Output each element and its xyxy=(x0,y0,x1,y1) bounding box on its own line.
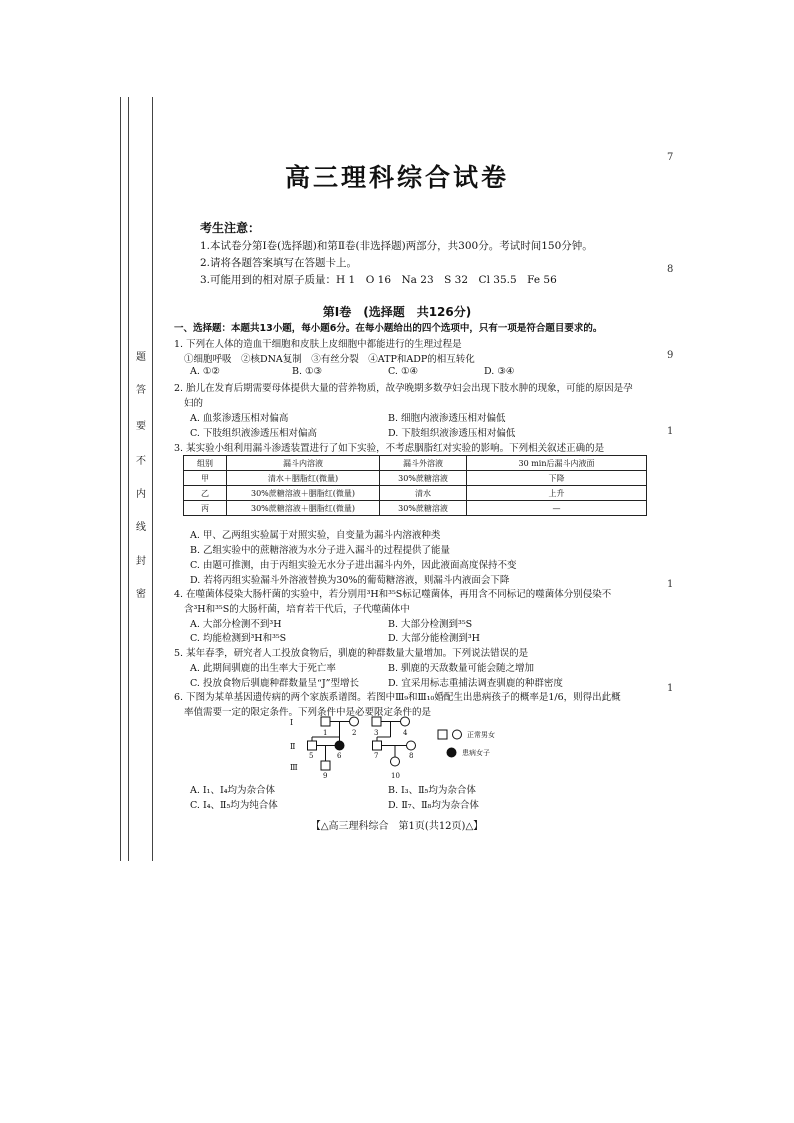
table-header-cell: 漏斗内溶液 xyxy=(227,456,380,471)
margin-line-1 xyxy=(120,97,121,861)
page-footer: 【△高三理科综合 第1页(共12页)△】 xyxy=(310,821,484,832)
question-3-option-c: C. 由题可推测，由于丙组实验无水分子进出漏斗内外，因此液面高度保持不变 xyxy=(190,560,517,571)
question-3-stem: 3. 某实验小组利用漏斗渗透装置进行了如下实验，不考虑胭脂红对实验的影响。下列相关叙述正确的是 xyxy=(174,443,605,454)
question-2-option-b: B. 细胞内液渗透压相对偏低 xyxy=(388,413,506,424)
seal-char: 题 xyxy=(136,352,146,363)
seal-char: 不 xyxy=(136,456,146,467)
question-1-option-a: A. ①② xyxy=(190,366,220,377)
table-cell: 下降 xyxy=(467,471,647,486)
legend-affected-female-icon xyxy=(447,748,456,757)
side-number: 1 xyxy=(667,683,674,694)
table-cell: 清水＋胭脂红(微量) xyxy=(227,471,380,486)
table-cell: 30%蔗糖溶液＋胭脂红(微量) xyxy=(227,501,380,516)
table-cell: 上升 xyxy=(467,486,647,501)
question-3-option-a: A. 甲、乙两组实验属于对照实验，自变量为漏斗内溶液种类 xyxy=(190,530,441,541)
question-2-stem-cont: 妇的 xyxy=(184,398,204,409)
question-6-option-d: D. Ⅱ₇、Ⅱ₈均为杂合体 xyxy=(388,800,479,811)
side-number: 1 xyxy=(667,426,674,437)
pedigree-individual-8 xyxy=(407,741,416,750)
individual-number: 8 xyxy=(409,752,414,760)
table-cell: 乙 xyxy=(184,486,227,501)
question-4-stem: 4. 在噬菌体侵染大肠杆菌的实验中，若分别用³H和³⁵S标记噬菌体，再用含不同标记的噬菌体分别侵染不 xyxy=(174,589,612,600)
individual-number: 9 xyxy=(323,772,328,780)
table-row xyxy=(184,471,647,486)
notice-item: 1.本试卷分第Ⅰ卷(选择题)和第Ⅱ卷(非选择题)两部分，共300分。考试时间150分钟。 xyxy=(200,240,593,252)
seal-char: 答 xyxy=(136,385,146,396)
table-cell: 甲 xyxy=(184,471,227,486)
question-6-option-b: B. Ⅰ₃、Ⅱ₅均为杂合体 xyxy=(388,785,476,796)
legend-normal-female-icon xyxy=(453,730,462,739)
legend-normal-label: 正常男女 xyxy=(467,731,495,739)
table-cell: — xyxy=(467,501,647,516)
question-6-stem-cont: 率值需要一定的限定条件。下列条件中是必要限定条件的是 xyxy=(184,707,432,718)
question-2-option-a: A. 血浆渗透压相对偏高 xyxy=(190,413,289,424)
pedigree-individual-1 xyxy=(321,717,330,726)
question-1-items: ①细胞呼吸 ②核DNA复制 ③有丝分裂 ④ATP和ADP的相互转化 xyxy=(184,354,475,365)
individual-number: 4 xyxy=(403,729,408,737)
seal-char: 线 xyxy=(136,522,146,533)
side-number: 7 xyxy=(667,152,674,163)
seal-char: 密 xyxy=(136,589,146,600)
question-5-option-c: C. 投放食物后驯鹿种群数量呈“J”型增长 xyxy=(190,678,359,689)
pedigree-individual-2 xyxy=(350,717,359,726)
notice-item: 3.可能用到的相对原子质量：H 1 O 16 Na 23 S 32 Cl 35.5 Fe 56 xyxy=(200,274,557,286)
pedigree-individual-9 xyxy=(321,761,330,770)
question-2-stem: 2. 胎儿在发育后期需要母体提供大量的营养物质，故孕晚期多数孕妇会出现下肢水肿的现象，可能的原因是孕 xyxy=(174,383,633,394)
individual-number: 10 xyxy=(391,772,400,780)
part-title: 第Ⅰ卷 (选择题 共126分) xyxy=(322,305,472,319)
table-row xyxy=(184,486,647,501)
individual-number: 7 xyxy=(374,752,379,760)
legend-affected-label: 患病女子 xyxy=(462,749,490,757)
question-3-table xyxy=(183,455,647,516)
table-header-cell: 30 min后漏斗内液面 xyxy=(467,456,647,471)
seal-char: 要 xyxy=(136,421,146,432)
question-6-option-c: C. Ⅰ₄、Ⅱ₅均为纯合体 xyxy=(190,800,278,811)
table-cell: 30%蔗糖溶液 xyxy=(380,501,467,516)
question-4-option-a: A. 大部分检测不到³H xyxy=(190,619,282,630)
pedigree-individual-10 xyxy=(391,757,400,766)
table-row xyxy=(184,501,647,516)
pedigree-individual-3 xyxy=(372,717,381,726)
question-4-stem-cont: 含³H和³⁵S的大肠杆菌，培育若干代后，子代噬菌体中 xyxy=(184,604,410,615)
pedigree-individual-6 xyxy=(335,741,344,750)
seal-char: 内 xyxy=(136,489,146,500)
table-header-row xyxy=(184,456,647,471)
table-cell: 30%蔗糖溶液 xyxy=(380,471,467,486)
question-5-option-d: D. 宜采用标志重捕法调查驯鹿的种群密度 xyxy=(388,678,563,689)
page-title: 高三理科综合试卷 xyxy=(284,163,509,192)
question-6-stem: 6. 下图为某单基因遗传病的两个家族系谱图。若图中Ⅲ₉和Ⅲ₁₀婚配生出患病孩子的概率是1/6，则得出此概 xyxy=(174,692,621,703)
generation-label: Ⅱ xyxy=(290,742,296,751)
generation-label: Ⅰ xyxy=(290,718,294,727)
question-4-option-b: B. 大部分检测到³⁵S xyxy=(388,619,473,630)
seal-char: 封 xyxy=(136,556,146,567)
question-1-stem: 1. 下列在人体的造血干细胞和皮肤上皮细胞中都能进行的生理过程是 xyxy=(174,339,462,350)
individual-number: 6 xyxy=(337,752,342,760)
table-header-cell: 漏斗外溶液 xyxy=(380,456,467,471)
question-1-option-c: C. ①④ xyxy=(388,366,419,377)
section-heading: 一、选择题：本题共13小题，每小题6分。在每小题给出的四个选项中，只有一项是符合题目要求的。 xyxy=(174,323,603,334)
pedigree-individual-7 xyxy=(373,741,382,750)
side-number: 8 xyxy=(667,264,674,275)
question-6-option-a: A. Ⅰ₁、Ⅰ₄均为杂合体 xyxy=(190,785,276,796)
notice-heading: 考生注意： xyxy=(200,221,261,235)
individual-number: 1 xyxy=(323,729,328,737)
pedigree-individual-4 xyxy=(401,717,410,726)
table-cell: 清水 xyxy=(380,486,467,501)
generation-label: Ⅲ xyxy=(290,763,298,772)
individual-number: 2 xyxy=(352,729,357,737)
pedigree-individual-5 xyxy=(308,741,317,750)
side-number: 9 xyxy=(667,350,674,361)
table-header-cell: 组别 xyxy=(184,456,227,471)
question-1-option-b: B. ①③ xyxy=(292,366,323,377)
notice-item: 2.请将各题答案填写在答题卡上。 xyxy=(200,257,358,269)
margin-line-2 xyxy=(128,97,129,861)
side-number: 1 xyxy=(667,579,674,590)
question-3-option-b: B. 乙组实验中的蔗糖溶液为水分子进入漏斗的过程提供了能量 xyxy=(190,545,451,556)
table-cell: 丙 xyxy=(184,501,227,516)
legend-normal-male-icon xyxy=(438,730,447,739)
question-2-option-c: C. 下肢组织液渗透压相对偏高 xyxy=(190,428,317,439)
individual-number: 5 xyxy=(309,752,314,760)
pedigree-diagram xyxy=(287,715,512,780)
question-4-option-d: D. 大部分能检测到³H xyxy=(388,633,480,644)
question-1-option-d: D. ③④ xyxy=(484,366,515,377)
question-2-option-d: D. 下肢组织液渗透压相对偏低 xyxy=(388,428,516,439)
question-5-option-a: A. 此期间驯鹿的出生率大于死亡率 xyxy=(190,663,336,674)
margin-line-3 xyxy=(152,97,153,861)
question-4-option-c: C. 均能检测到³H和³⁵S xyxy=(190,633,287,644)
question-3-option-d: D. 若将丙组实验漏斗外溶液替换为30%的葡萄糖溶液，则漏斗内液面会下降 xyxy=(190,575,510,586)
question-5-option-b: B. 驯鹿的天敌数量可能会随之增加 xyxy=(388,663,535,674)
individual-number: 3 xyxy=(374,729,379,737)
question-5-stem: 5. 某年春季，研究者人工投放食物后，驯鹿的种群数量大量增加。下列说法错误的是 xyxy=(174,648,529,659)
table-cell: 30%蔗糖溶液＋胭脂红(微量) xyxy=(227,486,380,501)
